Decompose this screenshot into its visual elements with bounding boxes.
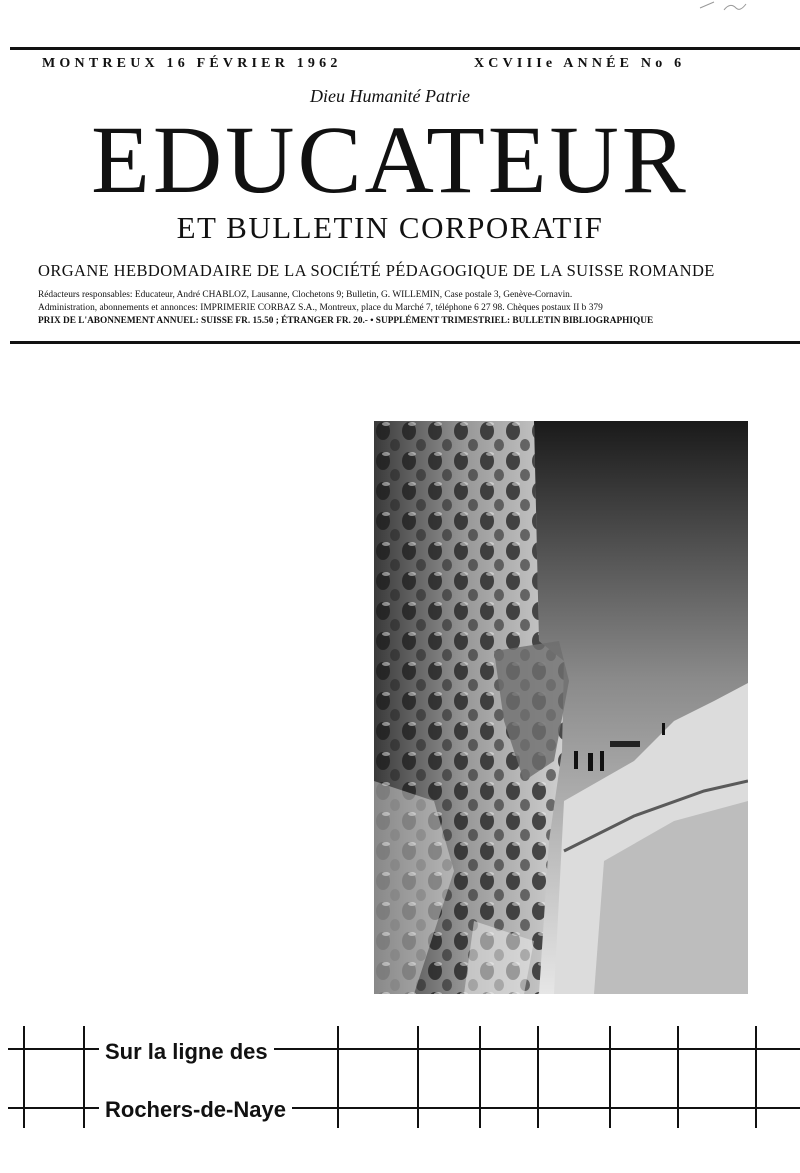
- cover-photo: [374, 421, 748, 994]
- motto: Dieu Humanité Patrie: [310, 86, 470, 106]
- dateline-date: MONTREUX 16 FÉVRIER 1962: [42, 56, 342, 71]
- header-bottom-rule: [10, 341, 800, 344]
- dateline: [42, 56, 782, 76]
- cover-caption-line-2: Rochers-de-Naye: [99, 1097, 292, 1123]
- subscription-price-line: PRIX DE L'ABONNEMENT ANNUEL: SUISSE FR. 15.50 ; ÉTRANGER FR. 20.- • SUPPLÉMENT TRIMESTRIEL: BULLETIN BIBLIOGRAPHIQUE: [38, 316, 654, 326]
- masthead-subtitle: ET BULLETIN CORPORATIF: [176, 210, 604, 245]
- masthead-title: EDUCATEUR: [91, 106, 689, 213]
- cover-caption-line-1: Sur la ligne des: [99, 1039, 274, 1065]
- editors-line: Rédacteurs responsables: Educateur, André CHABLOZ, Lausanne, Clochetons 9; Bulletin, G. WILLEMIN, Case postale 3, Genève-Cornavin.: [38, 290, 573, 300]
- organ-line: ORGANE HEBDOMADAIRE DE LA SOCIÉTÉ PÉDAGOGIQUE DE LA SUISSE ROMANDE: [38, 261, 715, 280]
- header-top-rule: [10, 47, 800, 50]
- dateline-volume: XCVIIIe ANNÉE No 6: [474, 56, 686, 71]
- administration-line: Administration, abonnements et annonces: IMPRIMERIE CORBAZ S.A., Montreux, place du Marché 7, téléphone 6 27 98. Chèques postaux II b 379: [38, 303, 603, 313]
- pencil-mark: [690, 0, 770, 14]
